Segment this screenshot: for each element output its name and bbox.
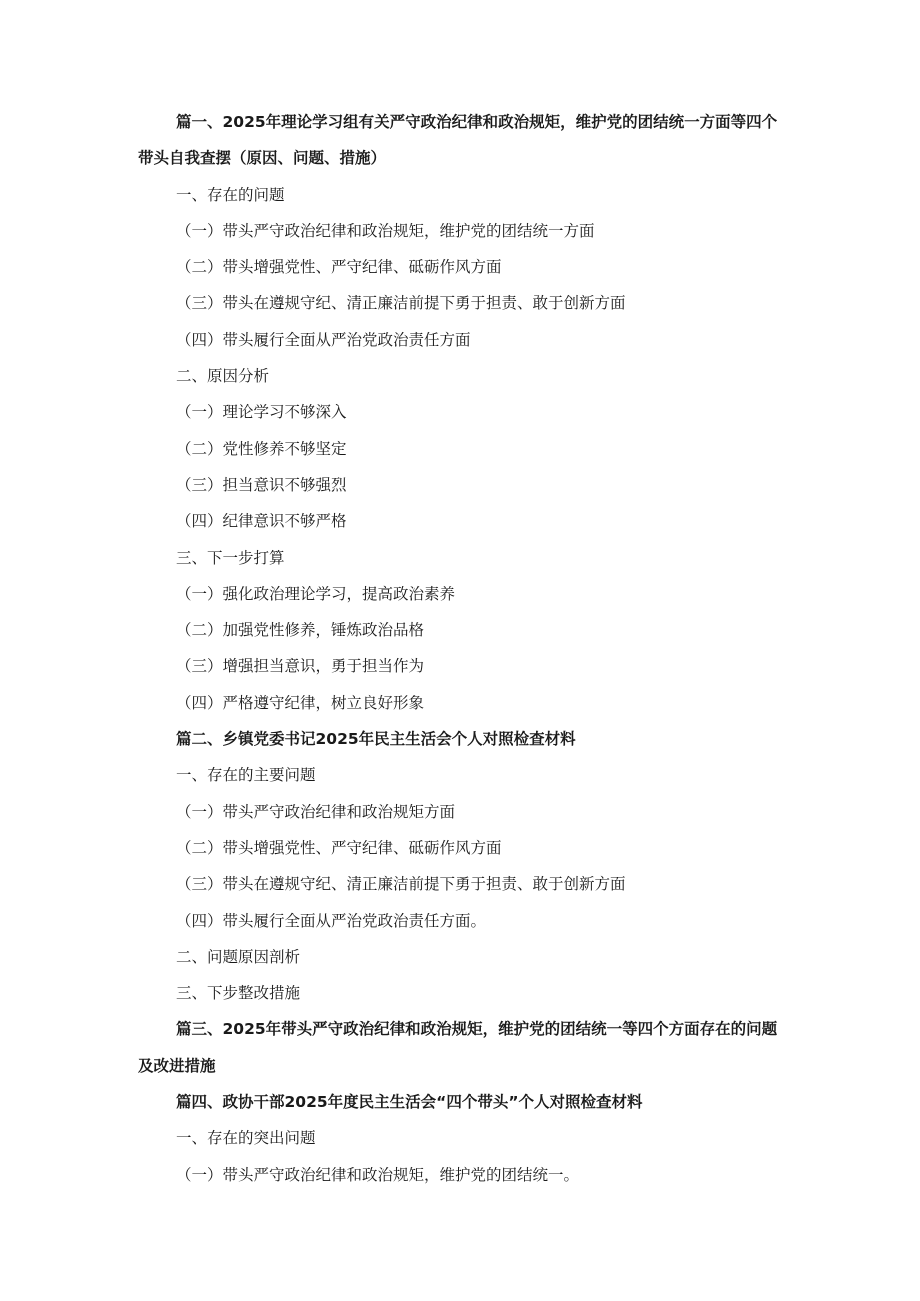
section-heading: 篇一、2025年理论学习组有关严守政治纪律和政治规矩，维护党的团结统一方面等四个带头自我查摆（原因、问题、措施）	[138, 113, 778, 168]
body-paragraph: 二、问题原因剖析	[176, 947, 301, 966]
body-paragraph: （三）增强担当意识，勇于担当作为	[176, 657, 425, 676]
body-paragraph: 三、下一步打算	[176, 548, 285, 567]
body-paragraph: （四）带头履行全面从严治党政治责任方面	[176, 330, 471, 349]
body-paragraph: （四）严格遵守纪律，树立良好形象	[176, 693, 425, 712]
document-body	[138, 104, 783, 1193]
body-paragraph: （三）带头在遵规守纪、清正廉洁前提下勇于担责、敢于创新方面	[176, 294, 626, 313]
section-heading: 篇四、政协干部2025年度民主生活会“四个带头”个人对照检查材料	[176, 1093, 643, 1112]
section-heading: 篇二、乡镇党委书记2025年民主生活会个人对照检查材料	[176, 730, 576, 749]
body-paragraph: （三）带头在遵规守纪、清正廉洁前提下勇于担责、敢于创新方面	[176, 875, 626, 894]
body-paragraph: （二）带头增强党性、严守纪律、砥砺作风方面	[176, 838, 502, 857]
body-paragraph: 一、存在的突出问题	[176, 1129, 316, 1148]
body-paragraph: （四）带头履行全面从严治党政治责任方面。	[176, 911, 487, 930]
body-paragraph: （二）带头增强党性、严守纪律、砥砺作风方面	[176, 258, 502, 277]
body-paragraph: （四）纪律意识不够严格	[176, 512, 347, 531]
body-paragraph: （一）带头严守政治纪律和政治规矩，维护党的团结统一方面	[176, 221, 595, 240]
body-paragraph: （一）带头严守政治纪律和政治规矩方面	[176, 802, 456, 821]
body-paragraph: （一）强化政治理论学习，提高政治素养	[176, 584, 456, 603]
body-paragraph: 三、下步整改措施	[176, 984, 301, 1003]
body-paragraph: （二）党性修养不够坚定	[176, 439, 347, 458]
body-paragraph: （一）带头严守政治纪律和政治规矩，维护党的团结统一。	[176, 1165, 580, 1184]
body-paragraph: （三）担当意识不够强烈	[176, 475, 347, 494]
body-paragraph: （一）理论学习不够深入	[176, 403, 347, 422]
body-paragraph: 一、存在的主要问题	[176, 766, 316, 785]
body-paragraph: 二、原因分析	[176, 367, 270, 386]
section-heading: 篇三、2025年带头严守政治纪律和政治规矩，维护党的团结统一等四个方面存在的问题及改进措施	[138, 1020, 778, 1075]
body-paragraph: 一、存在的问题	[176, 185, 285, 204]
body-paragraph: （二）加强党性修养，锤炼政治品格	[176, 621, 425, 640]
